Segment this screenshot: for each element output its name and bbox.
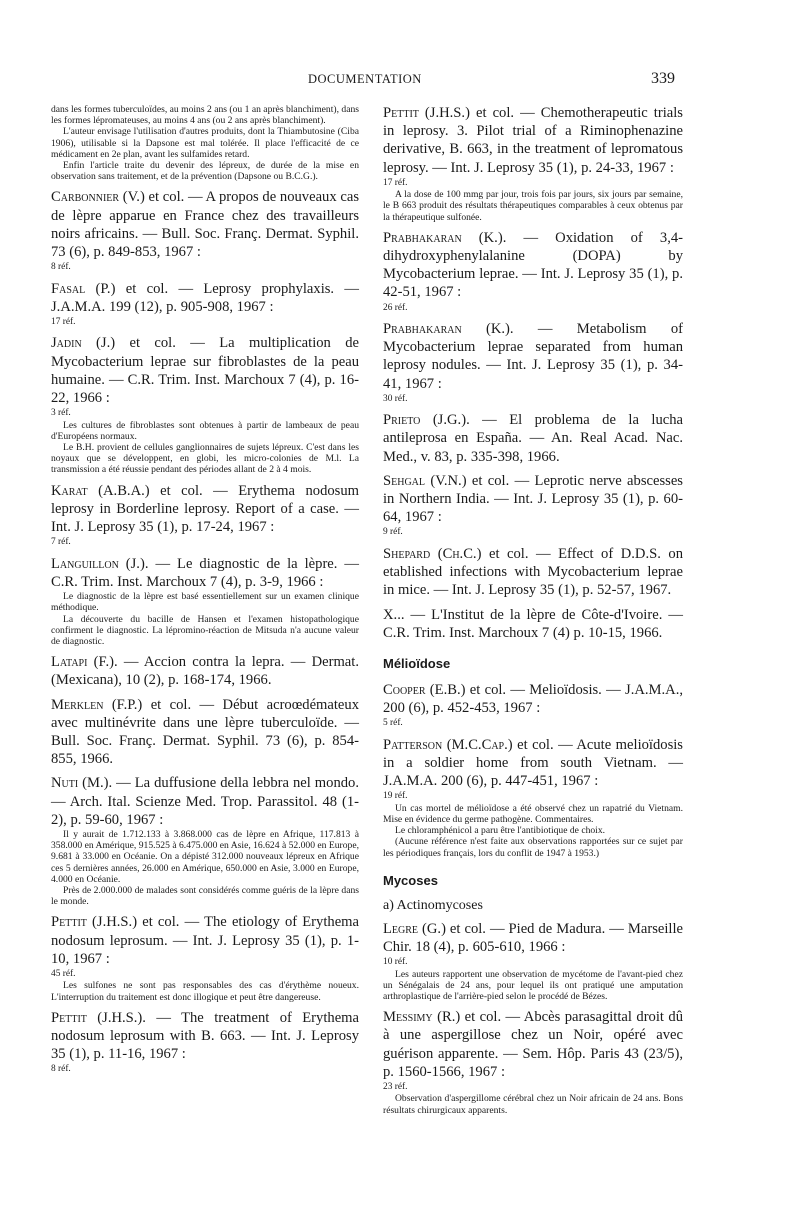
reference-count: 30 réf. — [383, 393, 408, 404]
bibliography-entry — [383, 681, 683, 730]
melioidose-entries — [383, 681, 683, 859]
page-header — [0, 72, 800, 92]
citation-text: et col. — La multiplication de Mycobacterium leprae sur fibroblastes de la peau humaine. — C.R. Trim. Inst. Marchoux 7 (4), p. 16-22, 1966 : — [51, 335, 359, 407]
citation-text: . — The treatment of Erythema nodosum leprosum with B. 663. — Int. J. Leprosy 35 (1), p. 11-16, 1967 : — [51, 1009, 359, 1063]
citation — [383, 320, 683, 393]
note-paragraph: Observation d'aspergillome cérébral chez un Noir africain de 24 ans. Bons résultats chirurgicaux apparents. — [383, 1093, 683, 1116]
note-paragraph: A la dose de 100 mmg par jour, trois fois par jours, six jours par semaine, le B 663 produit des résultats thérapeutiques comparables à ceux obtenus par la thérapeutique sulfonée. — [383, 189, 683, 223]
reference-count: 17 réf. — [383, 177, 408, 188]
citation — [51, 653, 359, 689]
bibliography-entry — [51, 188, 359, 273]
bibliography-entry — [51, 334, 359, 475]
citation — [51, 555, 359, 591]
bibliography-entry — [383, 1008, 683, 1116]
citation — [383, 681, 683, 717]
bibliography-entry — [51, 482, 359, 549]
bibliography-entry — [383, 104, 683, 223]
bibliography-entry — [51, 774, 359, 907]
author-name: Patterson (M.C.Cap.) — [383, 736, 513, 753]
reference-count: 17 réf. — [51, 317, 76, 328]
citation — [51, 913, 359, 968]
subsection-heading-actinomycoses: a) Actinomycoses — [383, 897, 483, 913]
reference-count: 26 réf. — [383, 302, 408, 313]
citation — [51, 188, 359, 261]
citation — [51, 280, 359, 316]
author-name: Pettit (J.H.S.) — [51, 1009, 143, 1026]
reference-count: 5 réf. — [383, 718, 403, 729]
citation — [51, 696, 359, 769]
author-name: Prabhakaran (K.) — [383, 229, 503, 246]
left-column — [51, 104, 359, 1082]
citation-text: et col. — The etiology of Erythema nodosum leprosum. — Int. J. Leprosy 35 (1), p. 1-10, 1967 : — [51, 914, 359, 967]
note-paragraph: Les cultures de fibroblastes sont obtenues à partir de lambeaux de peau d'Européens normaux. — [51, 419, 359, 442]
citation-text: et col. — Effect of D.D.S. on etablished infections with Mycobacterium leprae in mice. — Int. J. Leprosy 35 (1), p. 52-57, 1967. — [383, 545, 683, 599]
abstract-note — [383, 969, 683, 1003]
bibliography-entry — [383, 320, 683, 405]
bibliography-entry — [51, 1009, 359, 1076]
bibliography-entry — [383, 229, 683, 314]
citation-text: et col. — Chemotherapeutic trials in leprosy. 3. Pilot trial of a Riminophenazine derivative, B. 663, in the treatment of lepromatous leprosy. — Int. J. Leprosy 35 (1), p. 24-33, 1967 : — [383, 105, 683, 176]
citation — [51, 482, 359, 537]
reference-count: 10 réf. — [383, 957, 408, 968]
citation — [51, 774, 359, 829]
citation — [383, 229, 683, 302]
abstract-note — [51, 980, 359, 1002]
bibliography-entry — [383, 411, 683, 466]
citation-text: et col. — Leprotic nerve abscesses in Northern India. — Int. J. Leprosy 35 (1), p. 60-64, 1967 : — [383, 472, 683, 526]
author-name: Pettit (J.H.S.) — [383, 105, 470, 121]
note-paragraph: dans les formes tuberculoïdes, au moins 2 ans (ou 1 an après blanchiment), dans les formes lépromateuses, au moins 4 ans (ou 2 ans après blanchiment). — [51, 104, 359, 127]
citation-text: et col. — A propos de nouveaux cas de lèpre apparue en France chez des travailleurs noirs africains. — Bull. Soc. Franç. Dermat. Syphil. 73 (6), p. 849-853, 1967 : — [51, 189, 360, 261]
page-number: 339 — [651, 70, 675, 87]
citation-text: et col. — Leprosy prophylaxis. — J.A.M.A. 199 (12), p. 905-908, 1967 : — [51, 280, 360, 315]
left-entries — [51, 188, 359, 1075]
bibliography-entry — [51, 696, 359, 769]
note-paragraph: Près de 2.000.000 de malades sont considérés comme guéris de la lèpre dans le monde. — [51, 884, 359, 908]
section-heading-melioidose: Mélioïdose — [383, 655, 451, 671]
citation-text: . — La duffusione della lebbra nel mondo. — Arch. Ital. Scienze Med. Trop. Parassitol. 48 (1-2), p. 59-60, 1967 : — [51, 775, 359, 828]
bibliography-entry — [383, 545, 683, 600]
note-paragraph: La découverte du bacille de Hansen et l'examen histopathologique confirment le diagnostic. La léprominо-réaction de Mitsuda n'a aucune valeur de diagnostic. — [51, 613, 359, 647]
note-paragraph: Enfin l'article traite du devenir des lépreux, de durée de la mise en observation sans traitement, et de la prévention (Dapsone ou B.C.G.). — [51, 160, 359, 183]
bibliography-entry — [383, 736, 683, 859]
citation — [383, 606, 683, 642]
author-name: Jadin (J.) — [51, 335, 116, 352]
note-paragraph: Les sulfones ne sont pas responsables des cas d'érythème noueux. L'interruption du traitement est donc illogique et peut être dangereuse. — [51, 980, 359, 1003]
citation-text: et col. — Melioïdosis. — J.A.M.A., 200 (6), p. 452-453, 1967 : — [383, 681, 683, 717]
right-entries — [383, 104, 683, 642]
author-name: Fasal (P.) — [51, 280, 116, 297]
note-paragraph: Le chloramphénicol a paru être l'antibiotique de choix. — [395, 825, 606, 837]
citation — [383, 472, 683, 527]
intro-notes — [51, 104, 359, 182]
citation-text: et col. — Acute melioïdosis in a soldier home from south Vietnam. — J.A.M.A. 200 (6), p. 447-451, 1967 : — [383, 736, 683, 790]
running-title: DOCUMENTATION — [308, 72, 422, 86]
author-name: Cooper (E.B.) — [383, 681, 466, 698]
citation-text: et col. — Erythema nodosum leprosy in Borderline leprosy. Report of a case. — Int. J. Leprosy 35 (1), p. 17-24, 1967 : — [51, 482, 360, 536]
bibliography-entry — [51, 555, 359, 647]
author-name: Languillon (J.) — [51, 555, 145, 572]
note-paragraph: Les auteurs rapportent une observation de mycétome de l'avant-pied chez un Sénégalais de 24 ans, pour lequel ils ont pratiqué une amputation arthroplastique de l'arrière-pied selon le procédé de Bézes. — [383, 968, 683, 1002]
citation-text: et col. — Pied de Madura. — Marseille Chir. 18 (4), p. 605-610, 1966 : — [383, 920, 683, 955]
citation — [383, 104, 683, 177]
abstract-note — [383, 1093, 683, 1115]
author-name: Shepard (Ch.C.) — [383, 545, 482, 562]
author-name: Pettit (J.H.S.) — [51, 914, 138, 931]
mycoses-entries — [383, 920, 683, 1116]
bibliography-entry — [383, 606, 683, 642]
bibliography-entry — [51, 280, 359, 329]
citation — [383, 411, 683, 466]
reference-count: 8 réf. — [51, 1064, 71, 1075]
citation-text: . — Le diagnostic de la lèpre. — C.R. Trim. Inst. Marchoux 7 (4), p. 3-9, 1966 : — [51, 555, 359, 590]
abstract-note — [51, 591, 359, 647]
citation — [383, 545, 683, 600]
author-name: Karat (A.B.A.) — [51, 482, 150, 499]
note-paragraph: L'auteur envisage l'utilisation d'autres produits, dont la Thiambutosine (Ciba 1906), utilisable si la Dapsone est mal tolérée. Il place l'efficacité de ce médicament en 2e plan, avant les sulfamides retard. — [51, 126, 359, 160]
author-name: Prieto (J.G.) — [383, 412, 467, 429]
note-paragraph: Il y aurait de 1.712.133 à 3.868.000 cas de lèpre en Afrique, 117.813 à 358.000 en Amérique, 915.525 à 6.475.000 en Asie, 16.624 à 52.000 en Europe, 9.681 à 33.000 en Océanie. On a dépisté 312.000 nouveaux lépreux en Afrique ces 5 dernières années, 26.000 en Amérique, 650.000 en Asie, 3.000 en Europe, 4.000 en Océanie. — [51, 828, 359, 885]
author-name: Merklen (F.P.) — [51, 696, 143, 713]
reference-count: 7 réf. — [51, 537, 71, 548]
reference-count: 23 réf. — [383, 1081, 408, 1092]
citation — [51, 1009, 359, 1064]
abstract-note — [51, 829, 359, 907]
citation — [51, 334, 359, 407]
reference-count: 45 réf. — [51, 968, 76, 979]
citation-text: — L'Institut de la lèpre de Côte-d'Ivoire. — C.R. Trim. Inst. Marchoux 7 (4) p. 10-15, 1966. — [383, 606, 683, 641]
author-name: Legre (G.) — [383, 920, 446, 937]
right-column — [383, 104, 683, 1122]
section-heading-mycoses: Mycoses — [383, 872, 438, 888]
note-paragraph: Le B.H. provient de cellules ganglionnaires de sujets lépreux. C'est dans les noyaux que se développent, en globi, les micro-colonies de M.l. La transmission a été réussie pendant des périodes allant de 2 à 4 mois. — [51, 442, 359, 476]
reference-count: 19 réf. — [383, 791, 408, 802]
citation-text: et col. — Début acroœdémateux avec multinévrite dans une lèpre tuberculoïde. — Bull. Soc. Franç. Dermat. Syphil. 73 (6), p. 854-855, 1966. — [51, 696, 360, 768]
author-name: Nuti (M.) — [51, 775, 109, 792]
author-name: Prabhakaran (K.) — [383, 321, 510, 338]
abstract-note — [383, 189, 683, 223]
author-name: Carbonnier (V.) — [51, 189, 145, 206]
citation-text: . — Accion contra la lepra. — Dermat. (Mexicana), 10 (2), p. 168-174, 1966. — [51, 654, 359, 689]
reference-count: 8 réf. — [51, 262, 71, 273]
bibliography-entry — [383, 472, 683, 539]
reference-count: 3 réf. — [51, 408, 71, 419]
abstract-note — [51, 420, 359, 476]
citation-text: et col. — Abcès parasagittal droit dû à une aspergillose chez un Noir, opéré avec guérison apparente. — Sem. Hôp. Paris 43 (23/5), p. 1560-1566, 1967 : — [383, 1009, 683, 1080]
reference-count: 9 réf. — [383, 527, 403, 538]
citation-text: . — El problema de la lucha antileprosa en España. — An. Real Acad. Nac. Med., v. 83, p. 335-398, 1966. — [383, 412, 683, 465]
author-name: Latapi (F.) — [51, 654, 114, 671]
note-paragraph: Le diagnostic de la lèpre est basé essentiellement sur un examen clinique méthodique. — [51, 591, 359, 614]
bibliography-entry — [51, 913, 359, 1002]
bibliography-entry — [383, 920, 683, 1002]
citation-text: . — Metabolism of Mycobacterium leprae separated from human leprosy nodules. — Int. J. Leprosy 35 (1), p. 34-41, 1967 : — [383, 321, 683, 392]
column-divider — [371, 104, 372, 1144]
bibliography-entry — [51, 653, 359, 689]
citation — [383, 1008, 683, 1081]
citation — [383, 920, 683, 956]
author-name: Messimy (R.) — [383, 1009, 461, 1026]
author-name: X... — [383, 606, 405, 623]
citation-text: . — Oxidation of 3,4-dihydroxyphenylalanine (DOPA) by Mycobacterium leprae. — Int. J. Leprosy 35 (1), p. 42-51, 1967 : — [383, 229, 684, 301]
note-paragraph: Un cas mortel de mélioïdose a été observé chez un rapatrié du Vietnam. Mise en évidence du germe pathogène. Commentaires. — [383, 802, 683, 825]
note-paragraph: (Aucune référence n'est faite aux observations rapportées sur ce sujet par les périodiques français, lors du conflit de 1947 à 1953.) — [383, 836, 683, 859]
author-name: Sehgal (V.N.) — [383, 472, 467, 489]
abstract-note — [383, 803, 683, 859]
citation — [383, 736, 683, 791]
